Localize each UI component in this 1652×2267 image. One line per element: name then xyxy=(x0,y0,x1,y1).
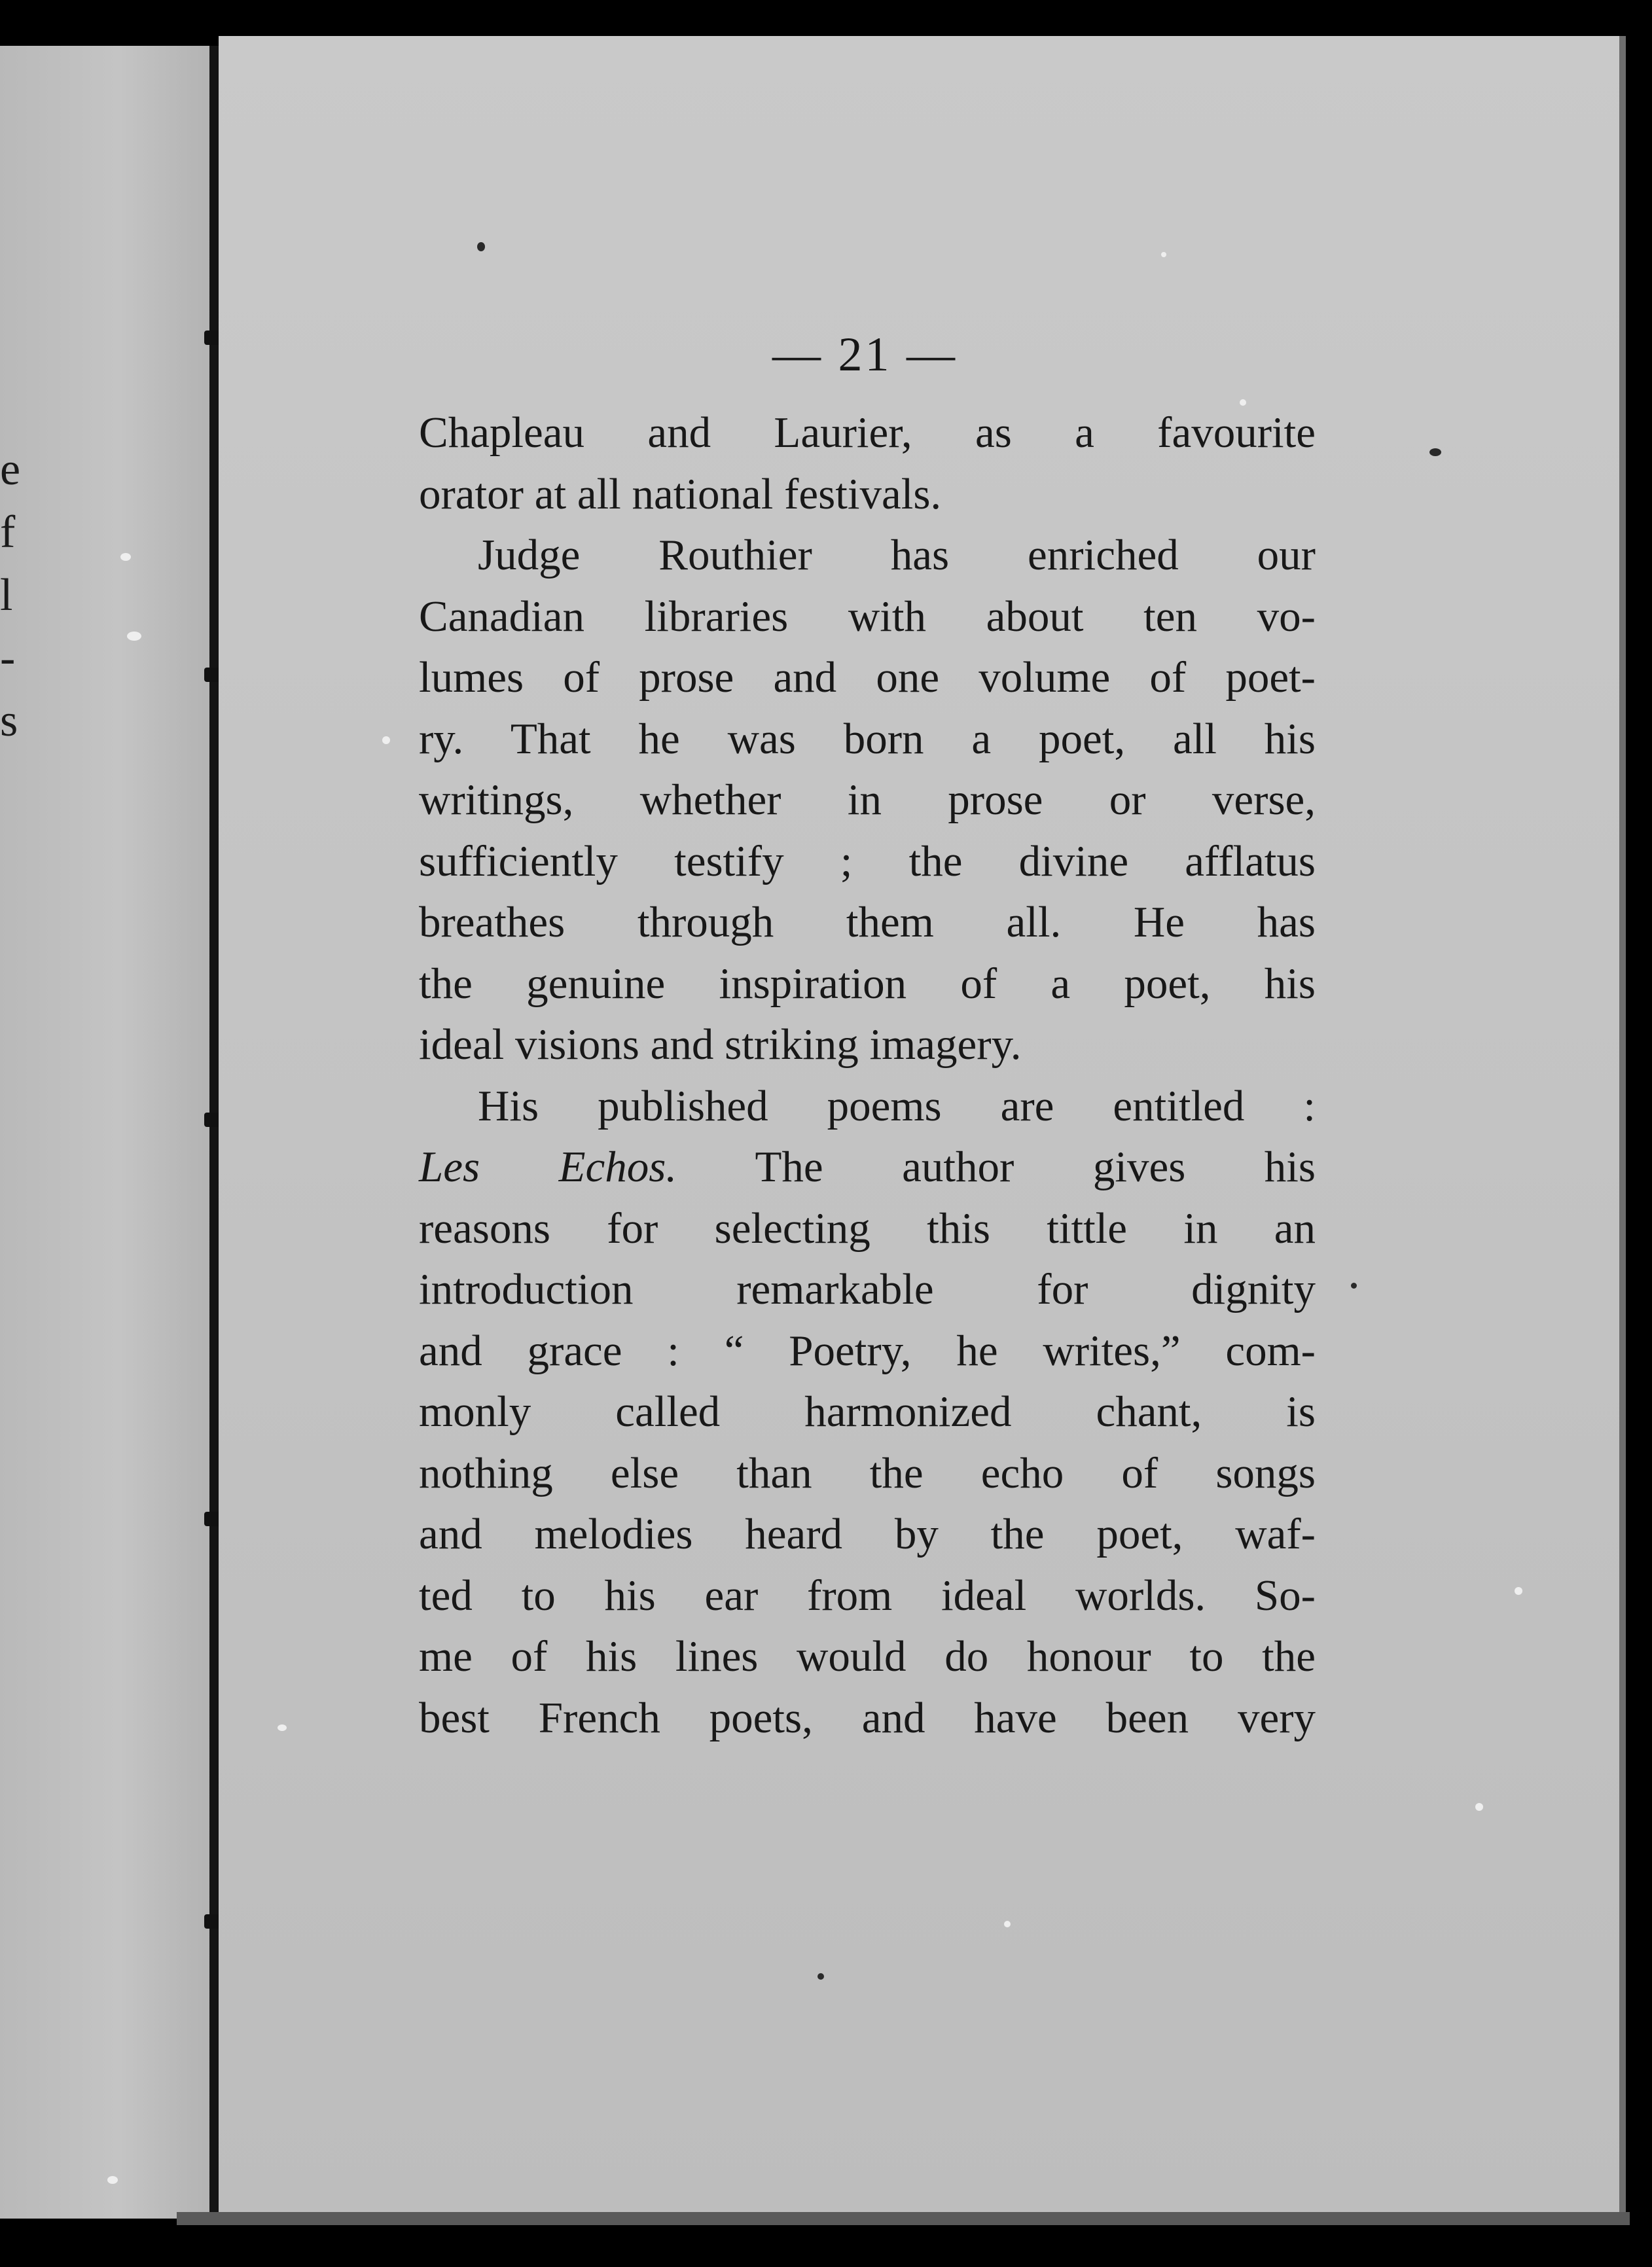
left-page-fragment xyxy=(0,46,216,2219)
text-line: Judge Routhier has enriched our xyxy=(478,531,1316,579)
text-line: me of his lines would do honour to the xyxy=(419,1632,1316,1681)
page-bottom-edge xyxy=(177,2212,1630,2225)
dust-speck xyxy=(382,736,390,744)
print-speck xyxy=(1351,1283,1357,1289)
edge-letter: e xyxy=(0,444,21,495)
text-line: best French poets, and have been very xyxy=(419,1693,1316,1742)
text-line: and grace : “ Poetry, he writes,” com- xyxy=(419,1326,1316,1375)
book-gutter xyxy=(209,46,219,2225)
text-line: orator at all national festivals. xyxy=(419,469,942,518)
text-line: nothing else than the echo of songs xyxy=(419,1448,1316,1497)
body-text xyxy=(419,402,1316,1749)
edge-letter: s xyxy=(0,696,18,746)
text-line: ideal visions and striking imagery. xyxy=(419,1020,1022,1069)
page-number: — 21 — xyxy=(772,328,958,382)
dust-speck xyxy=(120,553,131,561)
edge-letter: f xyxy=(0,507,16,558)
text-line: ry. That he was born a poet, all his xyxy=(419,714,1316,763)
dust-speck xyxy=(1004,1921,1011,1927)
text-line: reasons for selecting this tittle in an xyxy=(419,1204,1316,1253)
text-line: monly called harmonized chant, is xyxy=(419,1387,1316,1436)
dust-speck xyxy=(127,632,141,641)
dust-speck xyxy=(278,1724,287,1731)
text-line: His published poems are entitled : xyxy=(478,1081,1316,1130)
dust-speck xyxy=(1475,1803,1483,1811)
dust-speck xyxy=(1515,1587,1522,1595)
text-line: breathes through them all. He has xyxy=(419,898,1316,946)
text-line: ted to his ear from ideal worlds. So- xyxy=(419,1571,1316,1620)
print-speck xyxy=(1429,448,1441,456)
print-speck xyxy=(817,1973,824,1980)
dust-speck xyxy=(107,2176,118,2184)
text-line: writings, whether in prose or verse, xyxy=(419,776,1316,824)
text-line: lumes of prose and one volume of poet- xyxy=(419,653,1316,702)
italic-title: Les Echos. xyxy=(419,1143,677,1191)
text-line: sufficiently testify ; the divine afflatus xyxy=(419,836,1316,885)
text-line: Canadian libraries with about ten vo- xyxy=(419,592,1316,641)
print-speck xyxy=(477,242,485,251)
text-line: the genuine inspiration of a poet, his xyxy=(419,959,1316,1008)
text-line: introduction remarkable for dignity xyxy=(419,1265,1316,1313)
text-line: and melodies heard by the poet, waf- xyxy=(419,1510,1316,1558)
text-line xyxy=(419,1137,1316,1198)
edge-letter: - xyxy=(0,633,16,683)
text-line-rest: The author gives his xyxy=(755,1143,1316,1191)
left-page-edge-text xyxy=(0,438,21,753)
text-line: Chapleau and Laurier, as a favourite xyxy=(419,408,1316,457)
dust-speck xyxy=(1161,252,1166,257)
edge-letter: l xyxy=(0,570,13,620)
